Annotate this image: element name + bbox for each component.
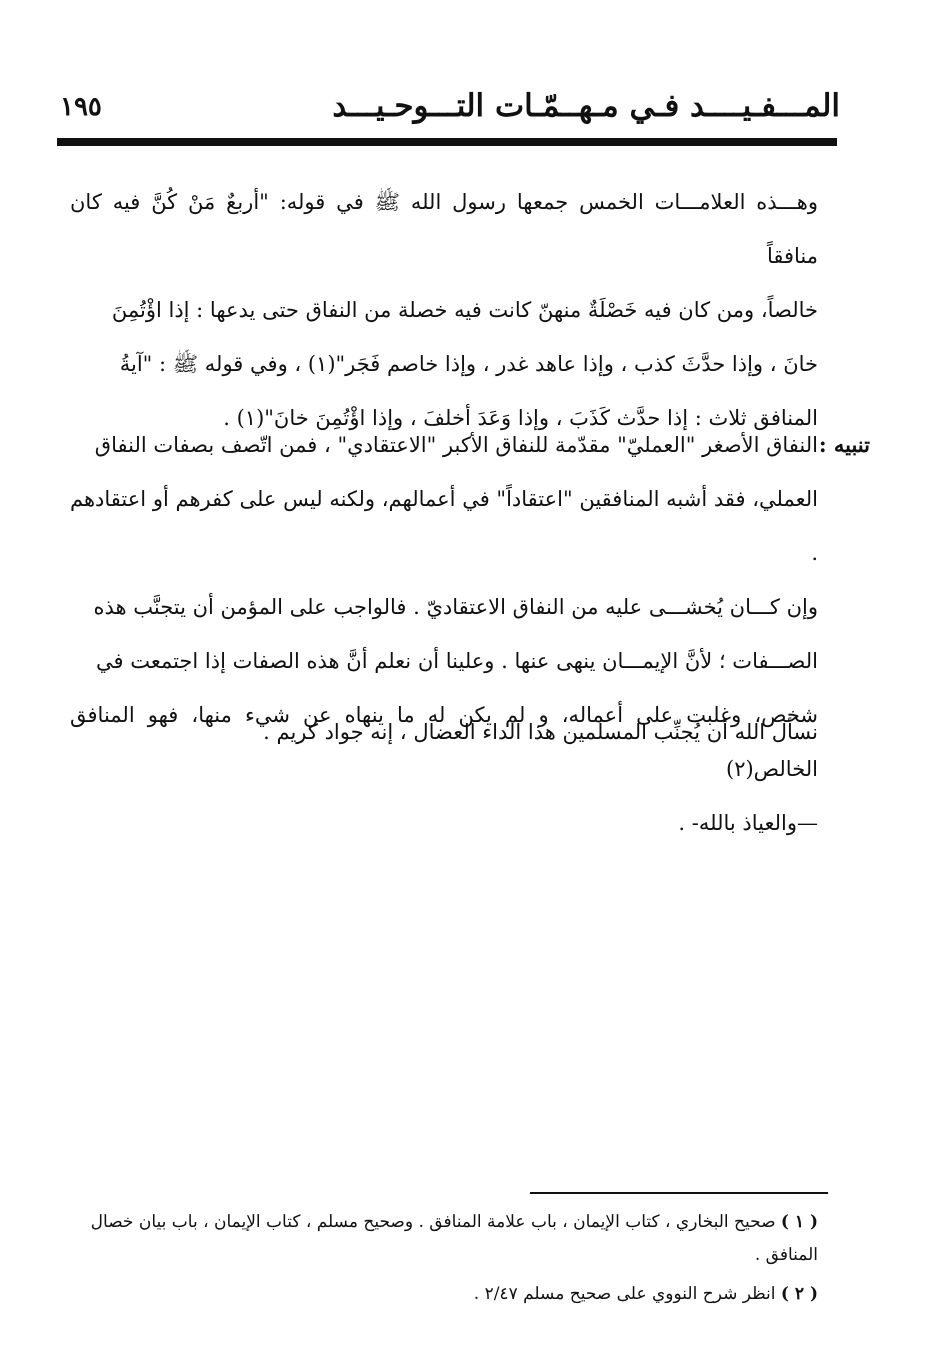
footnote — [70, 1278, 818, 1311]
running-title: المـــفـيــــد فـي مـهــمّـات التـــوحـيـــد — [332, 88, 840, 124]
footnote-separator — [530, 1192, 828, 1194]
note-line: الصـــفات ؛ لأنَّ الإيمـــان ينهى عنها . وعلينا أن نعلم أنَّ هذه الصفات إذا اجتمعت في — [95, 649, 818, 673]
footnote-number: ( ١ ) — [780, 1212, 818, 1232]
note-line: شخص، وغلبت على أعماله، و لم يكن له ما ينهاه عن شيء منها، فهو المنافق الخالص(٢) — [70, 703, 818, 781]
footnote-text: انظر شرح النووي على صحيح مسلم ٢/٤٧ . — [473, 1284, 776, 1304]
paragraph-line: خالصاً، ومن كان فيه خَصْلَةٌ منهنّ كانت فيه خصلة من النفاق حتى يدعها : إذا اؤْتُمِنَ — [111, 298, 818, 322]
paragraph-line: خانَ ، وإذا حدَّثَ كذب ، وإذا عاهد غدر ، وإذا خاصم فَجَر"(١) ، وفي قوله ﷺ : "آيةُ — [119, 352, 818, 376]
paragraph-line: وهـــذه العلامـــات الخمس جمعها رسول الله ﷺ في قوله: "أربعٌ مَنْ كُنَّ فيه كان منافقاً — [70, 190, 818, 268]
note-line: —والعياذ بالله- . — [678, 811, 818, 835]
header-rule — [57, 138, 837, 146]
page-number: ١٩٥ — [60, 92, 102, 122]
note-body — [70, 418, 818, 850]
paragraph-line: المنافق ثلاث : إذا حدَّث كَذَبَ ، وإذا وَعَدَ أخلفَ ، وإذا اؤْتُمِنَ خانَ"(١) . — [223, 406, 818, 430]
closing-supplication: نسأل الله أن يُجنِّب المسلمين هذا الداء العضال ، إنه جواد كريم . — [263, 720, 818, 744]
paragraph-hadith — [70, 175, 818, 445]
note-line: النفاق الأصغر "العمليّ" مقدّمة للنفاق الأكبر "الاعتقادي" ، فمن اتّصف بصفات النفاق — [94, 433, 818, 457]
footnote — [70, 1206, 818, 1272]
running-header — [60, 88, 840, 132]
note-line: وإن كـــان يُخشـــى عليه من النفاق الاعتقاديّ . فالواجب على المؤمن أن يتجنَّب هذه — [93, 595, 818, 619]
note-label: تنبيه : — [818, 432, 870, 457]
note-line: العملي، فقد أشبه المنافقين "اعتقاداً" في أعمالهم، ولكنه ليس على كفرهم أو اعتقادهم . — [70, 487, 818, 565]
footnotes — [70, 1206, 818, 1317]
note-section — [70, 418, 870, 850]
footnote-text: صحيح البخاري ، كتاب الإيمان ، باب علامة المنافق . وصحيح مسلم ، كتاب الإيمان ، باب بيان خصال المنافق . — [90, 1212, 818, 1265]
footnote-number: ( ٢ ) — [780, 1284, 818, 1304]
